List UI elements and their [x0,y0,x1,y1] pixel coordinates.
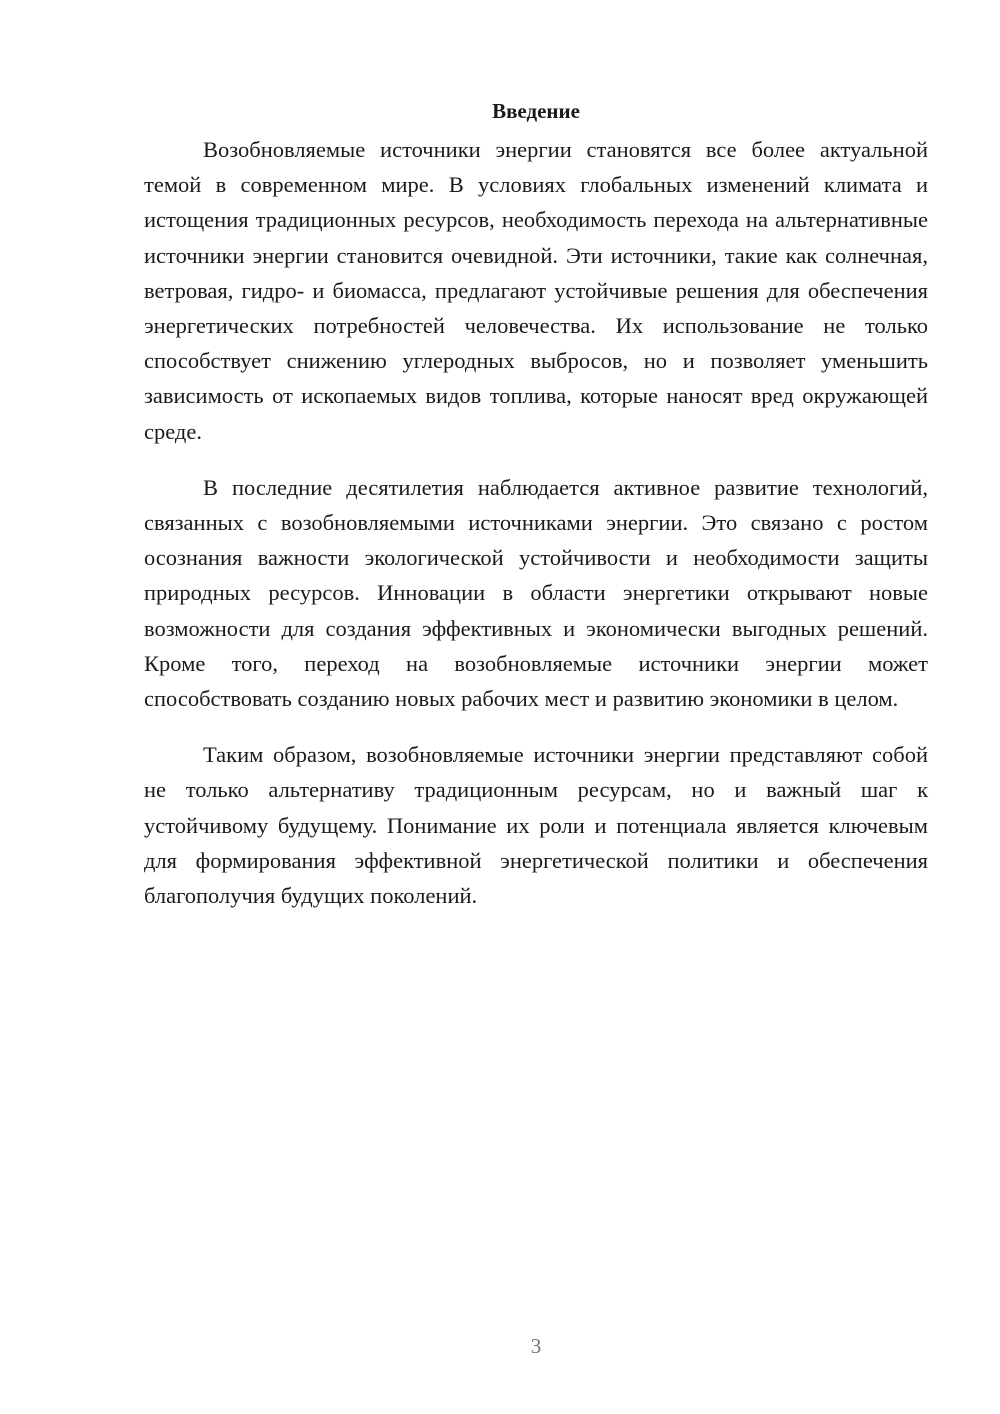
paragraph-3: Таким образом, возобновляемые источники энергии представляют собой не только альтернативу традиционным ресурсам, но и важный шаг к устойчивому будущему. Понимание их роли и потенциала является ключевым для формирования эффективной энергетической политики и обеспечения благополучия будущих поколений. [144,742,928,909]
page-number: 3 [530,1334,542,1358]
paragraph-1: Возобновляемые источники энергии становятся все более актуальной темой в современном мире. В условиях глобальных изменений климата и истощения традиционных ресурсов, необходимость перехода на альтернативные источники энергии становится очевидной. Эти источники, такие как солнечная, ветровая, гидро- и биомасса, предлагают устойчивые решения для обеспечения энергетических потребностей человечества. Их использование не только способствует снижению углеродных выбросов, но и позволяет уменьшить зависимость от ископаемых видов топлива, которые наносят вред окружающей среде. [144,137,928,444]
section-title: Введение [492,99,580,123]
paragraph-2: В последние десятилетия наблюдается активное развитие технологий, связанных с возобновляемыми источниками энергии. Это связано с ростом осознания важности экологической устойчивости и необходимости защиты природных ресурсов. Инновации в области энергетики открывают новые возможности для создания эффективных и экономически выгодных решений. Кроме того, переход на возобновляемые источники энергии может способствовать созданию новых рабочих мест и развитию экономики в целом. [144,474,928,712]
document-body [144,96,928,934]
